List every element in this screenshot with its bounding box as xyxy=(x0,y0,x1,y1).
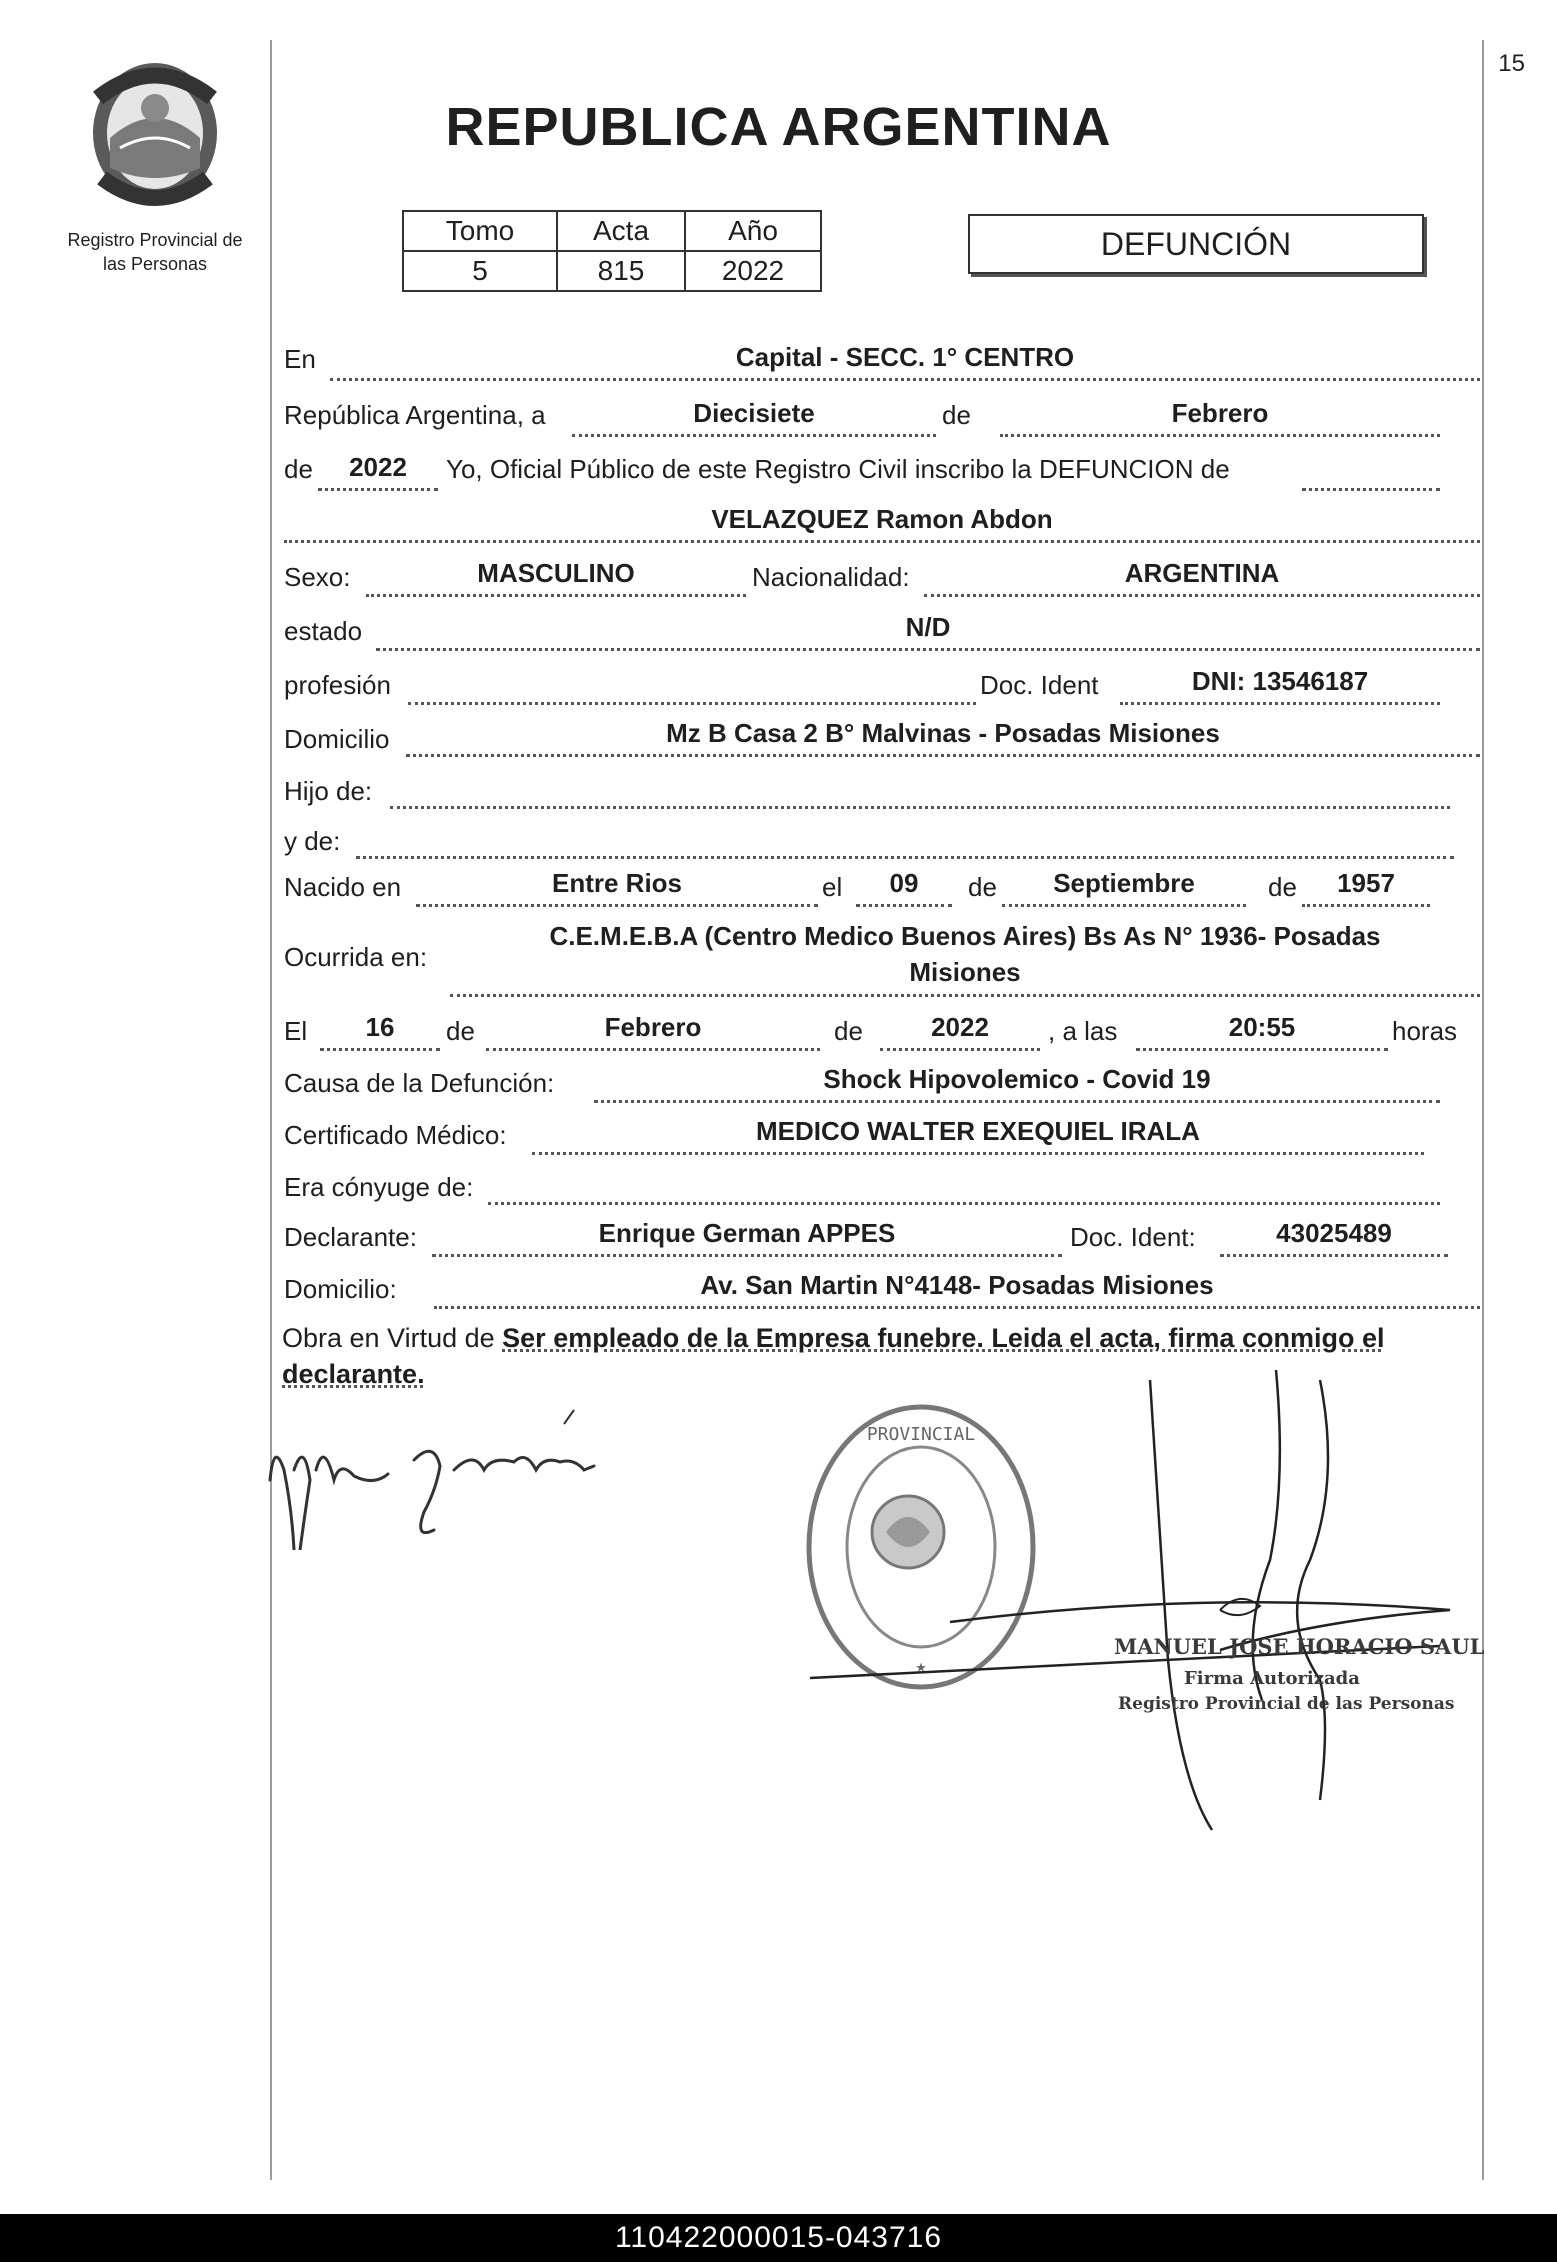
nacido-label: Nacido en xyxy=(284,872,402,902)
el-label: el xyxy=(822,872,843,902)
nac-anio-value: 1957 xyxy=(1337,868,1395,898)
en-value: Capital - SECC. 1° CENTRO xyxy=(735,342,1075,372)
causa-label: Causa de la Defunción: xyxy=(284,1068,555,1098)
profesion-label: profesión xyxy=(284,670,391,700)
svg-text:★: ★ xyxy=(915,1656,927,1677)
registry-line-2: las Personas xyxy=(102,254,208,274)
decl-domicilio-dotline xyxy=(434,1306,1480,1309)
stamp-registro: Registro Provincial de las Personas xyxy=(1118,1694,1455,1714)
mes-dotline xyxy=(1000,434,1440,437)
certificado-label: Certificado Médico: xyxy=(284,1120,507,1150)
tomo-value: 5 xyxy=(403,251,557,291)
acta-value: 815 xyxy=(557,251,685,291)
def-mes-value: Febrero xyxy=(604,1012,702,1042)
hora-value: 20:55 xyxy=(1228,1012,1296,1042)
ocurrida-line-2: Misiones xyxy=(909,957,1021,987)
official-signature xyxy=(800,1360,1460,1840)
de-anio-label: de xyxy=(284,454,313,484)
ocurrida-value xyxy=(450,918,1480,990)
en-dotline xyxy=(330,378,1480,381)
right-margin-line xyxy=(1482,40,1484,2180)
document-type-box: DEFUNCIÓN xyxy=(968,214,1424,274)
obra-value: Ser empleado de la Empresa funebre. Leida el acta, firma conmigo el declarante. xyxy=(282,1323,1385,1389)
left-margin-line xyxy=(270,40,272,2180)
nacido-dotline xyxy=(416,904,818,907)
inscribo-dotline xyxy=(1302,488,1440,491)
causa-dotline xyxy=(594,1100,1440,1103)
page-number: 15 xyxy=(1498,50,1525,77)
ocurrida-dotline xyxy=(450,994,1480,997)
nacionalidad-label: Nacionalidad: xyxy=(752,562,910,592)
stamp-official-name: MANUEL JOSE HORACIO SAUL xyxy=(1114,1634,1485,1659)
domicilio-label: Domicilio xyxy=(284,724,390,754)
anio-value: 2022 xyxy=(685,251,821,291)
inscribo-text: Yo, Oficial Público de este Registro Civil inscribo la DEFUNCION de xyxy=(446,454,1230,484)
barcode-number: 110422000015-043716 xyxy=(0,2214,1557,2262)
declarant-signature xyxy=(264,1400,624,1550)
en-label: En xyxy=(284,344,316,374)
ocurrida-line-1: C.E.M.E.B.A (Centro Medico Buenos Aires) Bs As N° 1936- Posadas xyxy=(549,921,1381,951)
def-dia-dotline xyxy=(320,1048,440,1051)
certificado-dotline xyxy=(532,1152,1424,1155)
conyuge-dotline xyxy=(488,1202,1440,1205)
def-anio-dotline xyxy=(880,1048,1040,1051)
registry-caption xyxy=(50,228,260,276)
def-de2-label: de xyxy=(834,1016,863,1046)
obra-label: Obra en Virtud de xyxy=(282,1323,495,1353)
tomo-header: Tomo xyxy=(403,211,557,251)
doc-value: DNI: 13546187 xyxy=(1191,666,1369,696)
ocurrida-label: Ocurrida en: xyxy=(284,942,428,972)
hijo-dotline xyxy=(390,806,1450,809)
decl-doc-label: Doc. Ident: xyxy=(1070,1222,1196,1252)
stamp-firma-autorizada: Firma Autorizada xyxy=(1184,1668,1360,1689)
declarante-value: Enrique German APPES xyxy=(598,1218,896,1248)
decl-doc-value: 43025489 xyxy=(1276,1218,1392,1248)
doc-label: Doc. Ident xyxy=(980,670,1099,700)
sexo-value: MASCULINO xyxy=(477,558,635,588)
causa-value: Shock Hipovolemico - Covid 19 xyxy=(823,1064,1211,1094)
sexo-dotline xyxy=(366,594,746,597)
nac-anio-dotline xyxy=(1302,904,1430,907)
def-de-label: de xyxy=(446,1016,475,1046)
nac-de-label: de xyxy=(968,872,997,902)
estado-dotline xyxy=(376,648,1480,651)
declarante-dotline xyxy=(432,1254,1062,1257)
nombre-value: VELAZQUEZ Ramon Abdon xyxy=(711,504,1053,534)
doc-dotline xyxy=(1120,702,1440,705)
profesion-dotline xyxy=(408,702,976,705)
nac-de2-label: de xyxy=(1268,872,1297,902)
estado-value: N/D xyxy=(905,612,951,642)
alas-label: , a las xyxy=(1048,1016,1118,1046)
acta-reference-table xyxy=(402,210,822,292)
el-fecha-label: El xyxy=(284,1016,308,1046)
mes-value: Febrero xyxy=(1171,398,1269,428)
decl-doc-dotline xyxy=(1220,1254,1448,1257)
dia-dotline xyxy=(572,434,936,437)
nac-mes-value: Septiembre xyxy=(1053,868,1195,898)
anio-header: Año xyxy=(685,211,821,251)
yde-dotline xyxy=(356,856,1454,859)
page-title: REPUBLICA ARGENTINA xyxy=(445,97,1112,157)
sexo-label: Sexo: xyxy=(284,562,351,592)
conyuge-label: Era cónyuge de: xyxy=(284,1172,474,1202)
registry-line-1: Registro Provincial de xyxy=(67,230,243,250)
horas-label: horas xyxy=(1392,1016,1458,1046)
nombre-dotline xyxy=(284,540,1480,543)
nacionalidad-value: ARGENTINA xyxy=(1124,558,1280,588)
yde-label: y de: xyxy=(284,826,341,856)
acta-header: Acta xyxy=(557,211,685,251)
hijo-label: Hijo de: xyxy=(284,776,373,806)
de-label: de xyxy=(942,400,971,430)
nac-dia-value: 09 xyxy=(889,868,919,898)
certificado-value: MEDICO WALTER EXEQUIEL IRALA xyxy=(756,1116,1200,1146)
estado-label: estado xyxy=(284,616,363,646)
anio-dotline xyxy=(318,488,438,491)
domicilio-dotline xyxy=(406,754,1480,757)
anio-value-text: 2022 xyxy=(349,452,407,482)
declarante-label: Declarante: xyxy=(284,1222,417,1252)
nac-dia-dotline xyxy=(856,904,952,907)
dia-value: Diecisiete xyxy=(693,398,815,428)
domicilio-value: Mz B Casa 2 B° Malvinas - Posadas Misiones xyxy=(666,718,1220,748)
nac-mes-dotline xyxy=(1002,904,1246,907)
hora-dotline xyxy=(1136,1048,1388,1051)
republica-label: República Argentina, a xyxy=(284,400,546,430)
svg-text:PROVINCIAL: PROVINCIAL xyxy=(866,1424,976,1445)
def-dia-value: 16 xyxy=(365,1012,395,1042)
nacionalidad-dotline xyxy=(924,594,1480,597)
def-mes-dotline xyxy=(486,1048,820,1051)
decl-domicilio-label: Domicilio: xyxy=(284,1274,397,1304)
decl-domicilio-value: Av. San Martin N°4148- Posadas Misiones xyxy=(700,1270,1214,1300)
def-anio-value: 2022 xyxy=(931,1012,989,1042)
nacido-value: Entre Rios xyxy=(551,868,683,898)
